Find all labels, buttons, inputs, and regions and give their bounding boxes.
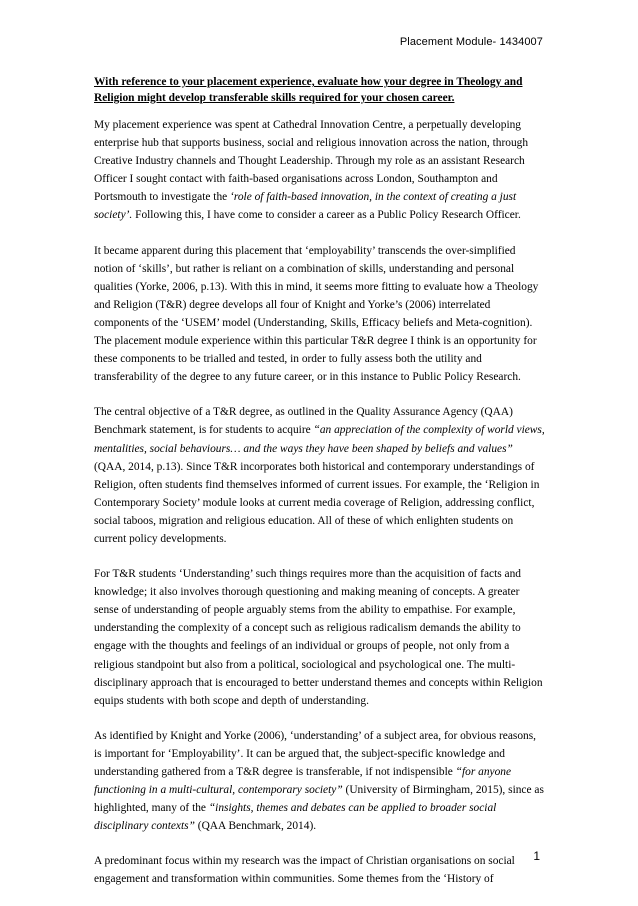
quoted-text: “insights, themes and debates can be applied to broader social disciplinary contexts”	[94, 802, 497, 833]
body-text: It became apparent during this placement that ‘employability’ transcends the over-simplified notion of ‘skills’, but rather is reliant on a combination of skills, understanding and personal qualities (Yorke, 2006, p.13). With this in mind, it seems more fitting to evaluate how a Theology and Religion (T&R) degree develops all four of Knight and Yorke’s (2006) interrelated components of the ‘USEM’ model (Understanding, Skills, Efficacy beliefs and Meta-cognition). The placement module experience within this particular T&R degree I think is an opportunity for these components to be trialled and tested, in order to fully assess both the utility and transferability of the degree to any future career, or in this instance to Public Policy Research.	[94, 244, 539, 384]
page-number: 1	[533, 849, 540, 863]
quoted-text: ‘role of faith-based innovation, in the context of creating a just society’.	[94, 191, 517, 222]
body-text: (University of Birmingham, 2015), since as highlighted, many of the	[94, 784, 544, 815]
document-body	[94, 74, 546, 906]
body-text: Following this, I have come to consider a career as a Public Policy Research Officer.	[132, 209, 521, 222]
body-text: My placement experience was spent at Cathedral Innovation Centre, a perpetually developing enterprise hub that supports business, social and religious innovation across the nation, through Creative Industry channels and Thought Leadership. Through my role as an assistant Research Officer I sought contact with faith-based organisations across London, Southampton and Portsmouth to investigate the	[94, 119, 529, 204]
paragraph-central-objective	[94, 403, 546, 548]
essay-question-title: With reference to your placement experience, evaluate how your degree in Theology and Religion might develop transferable skills required for your chosen career.	[94, 76, 523, 104]
body-text: The central objective of a T&R degree, as outlined in the Quality Assurance Agency (QAA) Benchmark statement, is for students to acquire	[94, 406, 513, 437]
quoted-text: “for anyone functioning in a multi-cultural, contemporary society”	[94, 766, 512, 797]
paragraph-employability	[94, 242, 546, 387]
body-text: (QAA Benchmark, 2014).	[194, 820, 317, 833]
paragraph-research-focus	[94, 852, 546, 888]
body-text: A predominant focus within my research was the impact of Christian organisations on social engagement and transformation within communities. Some themes from the ‘History of	[94, 855, 515, 886]
page-header: Placement Module- 1434007	[399, 36, 543, 48]
paragraph-transferability	[94, 727, 546, 836]
paragraph-placement-overview	[94, 116, 546, 225]
body-text: (QAA, 2014, p.13). Since T&R incorporates both historical and contemporary understandings of Religion, often students find themselves informed of current issues. For example, the ‘Religion in Contemporary Society’ module looks at current media coverage of Religion, addressing conflict, social taboos, migration and religious education. All of these of which enlighten students on current policy developments.	[94, 460, 540, 545]
paragraph-understanding	[94, 565, 546, 710]
body-text: As identified by Knight and Yorke (2006), ‘understanding’ of a subject area, for obvious reasons, is important for ‘Employability’. It can be argued that, the subject-specific knowledge and understanding gathered from a T&R degree is transferable, if not indispensible	[94, 729, 537, 778]
body-text: For T&R students ‘Understanding’ such things requires more than the acquisition of facts and knowledge; it also involves thorough questioning and making meaning of concepts. A greater sense of understanding of people arguably stems from the ability to empathise. For example, understanding the complexity of a concept such as religious radicalism demands the ability to engage with the thoughts and feelings of an individual or groups of people, not only from a religious standpoint but also from a political, sociological and psychological one. The multi-disciplinary approach that is encouraged to better understand themes and concepts within Religion equips students with both scope and depth of understanding.	[94, 568, 543, 707]
quoted-text: “an appreciation of the complexity of world views, mentalities, social behaviours… and the ways they have been shaped by beliefs and values”	[94, 424, 545, 455]
